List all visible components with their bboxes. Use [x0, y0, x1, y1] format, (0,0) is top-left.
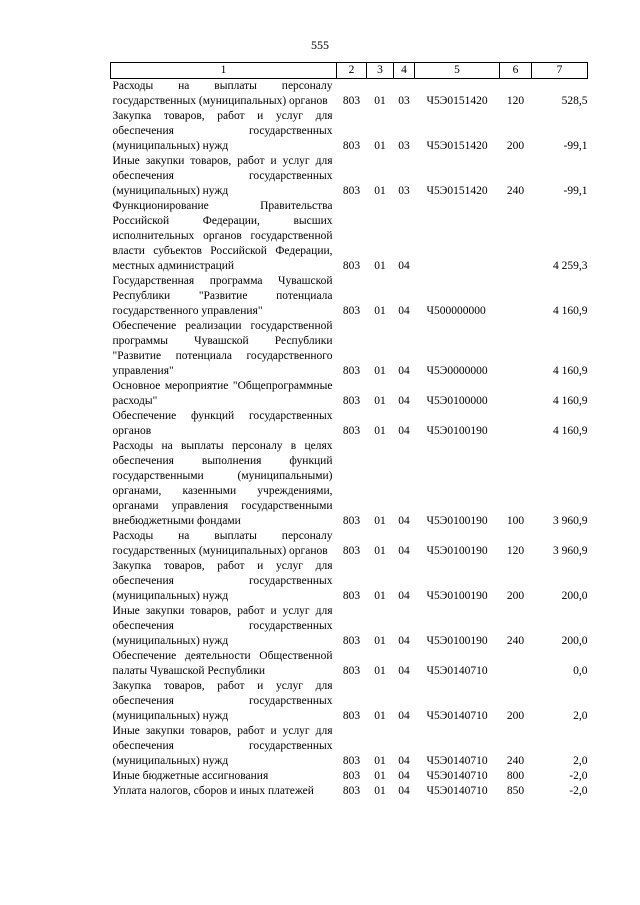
row-name: Основное мероприятие "Общепрограммные расходы" [112, 380, 333, 407]
row-section-code: 01 [374, 260, 386, 272]
budget-table [110, 62, 588, 799]
row-section-code: 01 [374, 785, 386, 797]
table-row [111, 199, 588, 274]
row-target-article: Ч5Э0151420 [426, 185, 488, 197]
row-subsection-code: 04 [398, 665, 410, 677]
row-expense-type: 120 [506, 545, 525, 557]
row-amount: 4 259,3 [553, 260, 588, 272]
row-target-article: Ч5Э0140710 [426, 755, 488, 767]
row-name: Расходы на выплаты персоналу государственных (муниципальных) органов [112, 530, 333, 557]
row-target-article: Ч5Э0000000 [426, 365, 488, 377]
table-row [111, 439, 588, 529]
row-ministry-code: 803 [342, 395, 361, 407]
column-header: 4 [394, 63, 415, 79]
table-row [111, 529, 588, 559]
row-ministry-code: 803 [342, 710, 361, 722]
row-amount: 200,0 [561, 635, 588, 647]
row-section-code: 01 [374, 710, 386, 722]
row-section-code: 01 [374, 635, 386, 647]
row-expense-type [500, 199, 532, 274]
row-name: Иные закупки товаров, работ и услуг для обеспечения государственных (муниципальных) нужд [112, 725, 333, 767]
row-target-article: Ч5Э0100190 [426, 425, 488, 437]
column-header: 3 [367, 63, 394, 79]
row-amount: 4 160,9 [553, 395, 588, 407]
row-section-code: 01 [374, 545, 386, 557]
row-amount: 528,5 [561, 95, 588, 107]
row-subsection-code: 04 [398, 590, 410, 602]
row-subsection-code: 04 [398, 260, 410, 272]
table-row [111, 379, 588, 409]
row-ministry-code: 803 [342, 635, 361, 647]
row-expense-type [500, 319, 532, 379]
row-subsection-code: 03 [398, 95, 410, 107]
row-subsection-code: 04 [398, 365, 410, 377]
row-expense-type: 240 [506, 755, 525, 767]
row-expense-type: 240 [506, 635, 525, 647]
table-row [111, 604, 588, 649]
row-target-article: Ч5Э0100190 [426, 590, 488, 602]
row-target-article: Ч5Э0140710 [426, 665, 488, 677]
row-target-article: Ч5Э0100190 [426, 635, 488, 647]
row-name: Государственная программа Чувашской Республики "Развитие потенциала государственного управления" [112, 275, 333, 317]
row-amount: 0,0 [573, 665, 588, 677]
row-subsection-code: 04 [398, 785, 410, 797]
table-row [111, 154, 588, 199]
row-ministry-code: 803 [342, 365, 361, 377]
row-ministry-code: 803 [342, 95, 361, 107]
row-target-article: Ч5Э0151420 [426, 140, 488, 152]
column-header: 2 [337, 63, 367, 79]
row-expense-type: 850 [506, 785, 525, 797]
row-ministry-code: 803 [342, 185, 361, 197]
row-amount: 2,0 [573, 755, 588, 767]
row-expense-type: 200 [506, 590, 525, 602]
table-row [111, 79, 588, 110]
row-ministry-code: 803 [342, 545, 361, 557]
row-name: Иные закупки товаров, работ и услуг для обеспечения государственных (муниципальных) нужд [112, 155, 333, 197]
row-section-code: 01 [374, 305, 386, 317]
row-name: Расходы на выплаты персоналу государственных (муниципальных) органов [112, 80, 333, 107]
row-ministry-code: 803 [342, 515, 361, 527]
row-ministry-code: 803 [342, 305, 361, 317]
row-section-code: 01 [374, 425, 386, 437]
row-target-article [415, 199, 500, 274]
row-target-article: Ч5Э0140710 [426, 785, 488, 797]
row-ministry-code: 803 [342, 590, 361, 602]
row-section-code: 01 [374, 185, 386, 197]
row-target-article: Ч5Э0140710 [426, 710, 488, 722]
row-section-code: 01 [374, 95, 386, 107]
row-target-article: Ч5Э0151420 [426, 95, 488, 107]
row-target-article: Ч5Э0140710 [426, 770, 488, 782]
row-subsection-code: 04 [398, 395, 410, 407]
row-section-code: 01 [374, 770, 386, 782]
row-name: Обеспечение функций государственных органов [112, 410, 333, 437]
row-name: Закупка товаров, работ и услуг для обеспечения государственных (муниципальных) нужд [112, 680, 333, 722]
row-subsection-code: 04 [398, 755, 410, 767]
row-subsection-code: 03 [398, 185, 410, 197]
row-subsection-code: 04 [398, 770, 410, 782]
row-amount: 3 960,9 [553, 515, 588, 527]
table-row [111, 274, 588, 319]
row-ministry-code: 803 [342, 425, 361, 437]
row-subsection-code: 03 [398, 140, 410, 152]
row-name: Расходы на выплаты персоналу в целях обеспечения выполнения функций государственными (муниципальными) органами, казенными учреждениями, органами управления государственными внебюджетными фондами [112, 440, 333, 527]
row-amount: 4 160,9 [553, 425, 588, 437]
row-ministry-code: 803 [342, 755, 361, 767]
row-section-code: 01 [374, 515, 386, 527]
row-amount: 4 160,9 [553, 365, 588, 377]
table-row [111, 769, 588, 784]
row-target-article: Ч5Э0100190 [426, 545, 488, 557]
row-amount: -2,0 [569, 785, 588, 797]
row-name: Обеспечение деятельности Общественной палаты Чувашской Республики [112, 650, 333, 677]
row-expense-type [500, 649, 532, 679]
row-amount: 200,0 [561, 590, 588, 602]
row-expense-type: 100 [506, 515, 525, 527]
column-header: 6 [500, 63, 532, 79]
row-amount: -2,0 [569, 770, 588, 782]
table-header-row [111, 63, 588, 79]
row-ministry-code: 803 [342, 770, 361, 782]
row-name: Уплата налогов, сборов и иных платежей [112, 785, 314, 797]
row-expense-type [500, 274, 532, 319]
row-ministry-code: 803 [342, 140, 361, 152]
page-number: 555 [311, 38, 329, 52]
row-subsection-code: 04 [398, 425, 410, 437]
row-expense-type: 120 [506, 95, 525, 107]
row-name: Функционирование Правительства Российской Федерации, высших исполнительных органов государственной власти субъектов Российской Федерации, местных администраций [112, 200, 333, 272]
row-subsection-code: 04 [398, 635, 410, 647]
row-name: Закупка товаров, работ и услуг для обеспечения государственных (муниципальных) нужд [112, 560, 333, 602]
row-name: Иные закупки товаров, работ и услуг для обеспечения государственных (муниципальных) нужд [112, 605, 333, 647]
column-header: 5 [415, 63, 500, 79]
row-amount: -99,1 [563, 140, 588, 152]
row-amount: 2,0 [573, 710, 588, 722]
table-row [111, 559, 588, 604]
table-row [111, 724, 588, 769]
table-body [111, 79, 588, 800]
row-section-code: 01 [374, 365, 386, 377]
row-subsection-code: 04 [398, 545, 410, 557]
row-target-article: Ч500000000 [426, 305, 486, 317]
row-amount: 4 160,9 [553, 305, 588, 317]
table-row [111, 784, 588, 799]
table-row [111, 679, 588, 724]
row-target-article: Ч5Э0100190 [426, 515, 488, 527]
row-expense-type [500, 379, 532, 409]
row-expense-type: 240 [506, 185, 525, 197]
row-ministry-code: 803 [342, 665, 361, 677]
row-subsection-code: 04 [398, 305, 410, 317]
row-section-code: 01 [374, 590, 386, 602]
table-row [111, 409, 588, 439]
row-name: Закупка товаров, работ и услуг для обеспечения государственных (муниципальных) нужд [112, 110, 333, 152]
row-expense-type: 800 [506, 770, 525, 782]
row-ministry-code: 803 [342, 260, 361, 272]
row-section-code: 01 [374, 755, 386, 767]
row-name: Обеспечение реализации государственной программы Чувашской Республики "Развитие потенциала государственного управления" [112, 320, 333, 377]
row-name: Иные бюджетные ассигнования [112, 770, 269, 782]
row-subsection-code: 04 [398, 515, 410, 527]
row-subsection-code: 04 [398, 710, 410, 722]
column-header: 1 [111, 63, 337, 79]
row-expense-type: 200 [506, 710, 525, 722]
row-section-code: 01 [374, 395, 386, 407]
table-row [111, 649, 588, 679]
row-amount: 3 960,9 [553, 545, 588, 557]
row-section-code: 01 [374, 140, 386, 152]
row-expense-type [500, 409, 532, 439]
row-section-code: 01 [374, 665, 386, 677]
row-ministry-code: 803 [342, 785, 361, 797]
table-row [111, 109, 588, 154]
row-expense-type: 200 [506, 140, 525, 152]
column-header: 7 [532, 63, 588, 79]
table-row [111, 319, 588, 379]
row-amount: -99,1 [563, 185, 588, 197]
row-target-article: Ч5Э0100000 [426, 395, 488, 407]
